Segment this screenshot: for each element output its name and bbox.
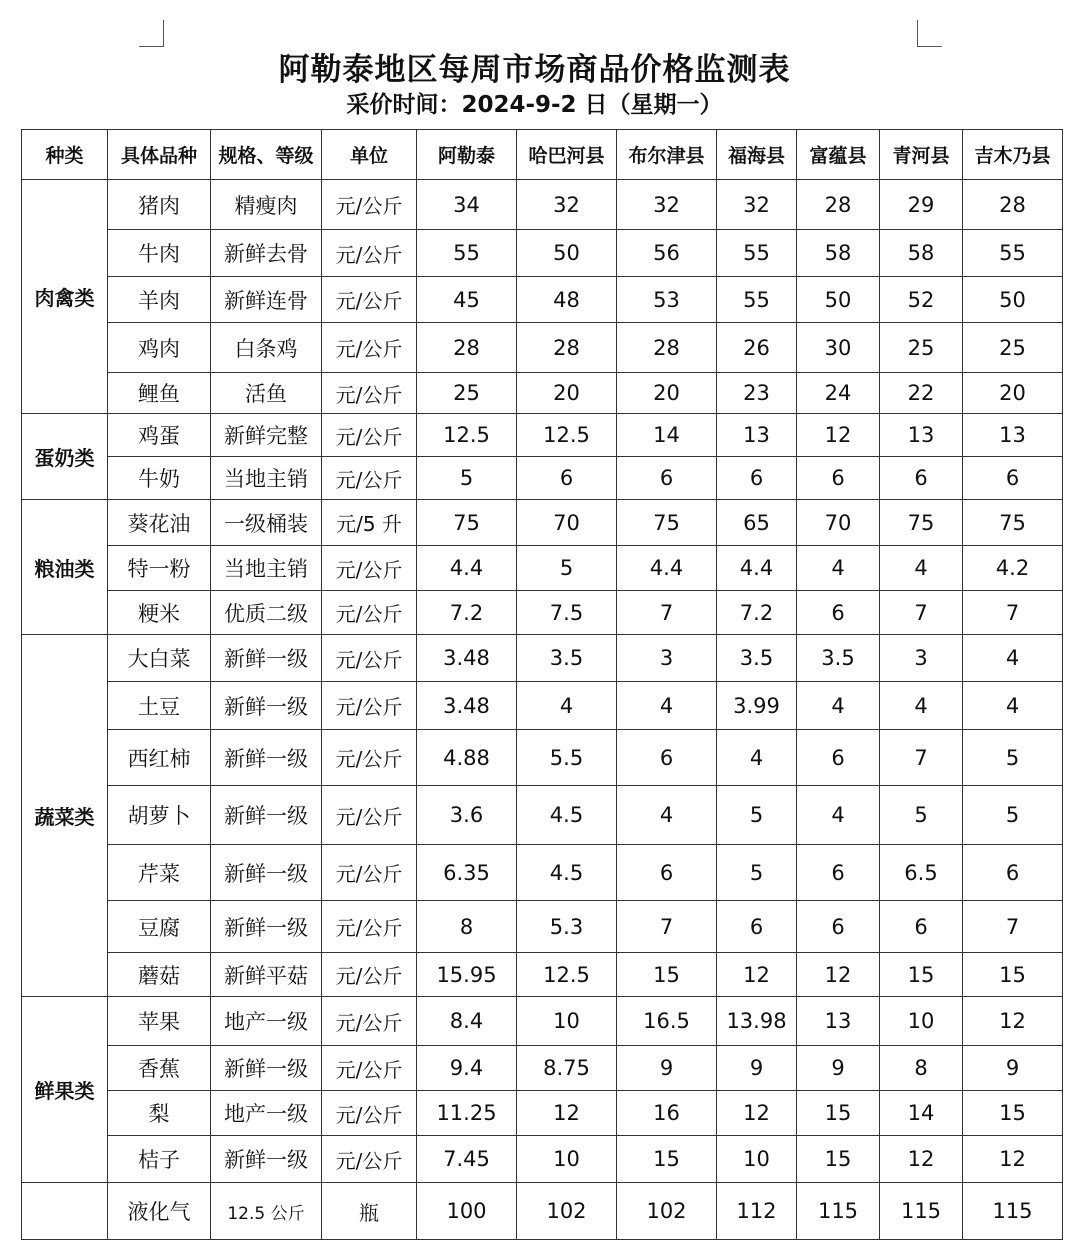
- table-row: [22, 953, 1063, 997]
- price-cell: 5: [717, 786, 797, 845]
- table-row: [22, 786, 1063, 845]
- price-cell: 5: [517, 546, 617, 591]
- price-cell: 9: [963, 1046, 1063, 1091]
- price-cell: 55: [417, 230, 517, 277]
- price-cell: 6.5: [880, 845, 963, 901]
- price-cell: 29: [880, 180, 963, 230]
- price-cell: 26: [717, 323, 797, 373]
- price-cell: 9.4: [417, 1046, 517, 1091]
- unit-cell: 元/公斤: [322, 1046, 417, 1091]
- price-cell: 6: [717, 457, 797, 500]
- spec-cell: 新鲜去骨: [211, 230, 322, 277]
- header-region-2: 哈巴河县: [517, 130, 617, 180]
- price-cell: 28: [417, 323, 517, 373]
- price-cell: 28: [963, 180, 1063, 230]
- unit-cell: 元/公斤: [322, 414, 417, 457]
- spec-cell: 新鲜一级: [211, 730, 322, 786]
- price-cell: 9: [717, 1046, 797, 1091]
- price-cell: 3.5: [717, 635, 797, 682]
- price-cell: 12: [797, 414, 880, 457]
- price-cell: 25: [963, 323, 1063, 373]
- price-cell: 15: [797, 1091, 880, 1136]
- price-cell: 3: [617, 635, 717, 682]
- price-cell: 50: [963, 277, 1063, 323]
- category-cell: 肉禽类: [22, 180, 108, 414]
- price-cell: 112: [717, 1183, 797, 1240]
- price-cell: 3.48: [417, 635, 517, 682]
- category-cell: 鲜果类: [22, 997, 108, 1183]
- price-cell: 4: [880, 682, 963, 730]
- item-cell: 特一粉: [108, 546, 211, 591]
- price-cell: 12: [880, 1136, 963, 1183]
- unit-cell: 元/公斤: [322, 373, 417, 414]
- unit-cell: 元/公斤: [322, 953, 417, 997]
- price-cell: 13: [797, 997, 880, 1046]
- spec-cell: 新鲜一级: [211, 901, 322, 953]
- unit-cell: 元/公斤: [322, 1136, 417, 1183]
- price-cell: 6: [797, 845, 880, 901]
- item-cell: 豆腐: [108, 901, 211, 953]
- price-cell: 4: [963, 682, 1063, 730]
- table-row: [22, 997, 1063, 1046]
- header-unit: 单位: [322, 130, 417, 180]
- price-cell: 5: [417, 457, 517, 500]
- item-cell: 桔子: [108, 1136, 211, 1183]
- price-cell: 55: [963, 230, 1063, 277]
- price-cell: 14: [880, 1091, 963, 1136]
- price-cell: 5: [963, 786, 1063, 845]
- header-category: 种类: [22, 130, 108, 180]
- table-row: [22, 1091, 1063, 1136]
- price-cell: 48: [517, 277, 617, 323]
- price-cell: 4.5: [517, 786, 617, 845]
- spec-cell: 当地主销: [211, 546, 322, 591]
- price-cell: 28: [617, 323, 717, 373]
- price-cell: 6: [617, 457, 717, 500]
- category-cell: 蔬菜类: [22, 635, 108, 997]
- header-region-7: 吉木乃县: [963, 130, 1063, 180]
- header-item: 具体品种: [108, 130, 211, 180]
- price-cell: 6: [617, 845, 717, 901]
- item-cell: 鸡蛋: [108, 414, 211, 457]
- price-cell: 50: [517, 230, 617, 277]
- unit-cell: 元/公斤: [322, 730, 417, 786]
- item-cell: 鸡肉: [108, 323, 211, 373]
- price-cell: 16.5: [617, 997, 717, 1046]
- price-cell: 12: [517, 1091, 617, 1136]
- price-cell: 7.5: [517, 591, 617, 635]
- price-cell: 75: [880, 500, 963, 546]
- price-cell: 70: [517, 500, 617, 546]
- price-cell: 15: [797, 1136, 880, 1183]
- price-cell: 7.2: [717, 591, 797, 635]
- price-cell: 15: [617, 953, 717, 997]
- price-cell: 4: [797, 682, 880, 730]
- item-cell: 胡萝卜: [108, 786, 211, 845]
- price-cell: 115: [880, 1183, 963, 1240]
- item-cell: 西红柿: [108, 730, 211, 786]
- price-cell: 9: [617, 1046, 717, 1091]
- price-cell: 10: [880, 997, 963, 1046]
- unit-cell: 元/公斤: [322, 591, 417, 635]
- spec-cell: 优质二级: [211, 591, 322, 635]
- unit-cell: 元/公斤: [322, 786, 417, 845]
- price-cell: 12: [963, 1136, 1063, 1183]
- header-region-5: 富蕴县: [797, 130, 880, 180]
- crop-mark-left: [139, 20, 164, 47]
- unit-cell: 元/公斤: [322, 230, 417, 277]
- price-cell: 5: [963, 730, 1063, 786]
- price-cell: 12.5: [517, 953, 617, 997]
- item-cell: 液化气: [108, 1183, 211, 1240]
- table-row: [22, 1136, 1063, 1183]
- price-cell: 7: [880, 591, 963, 635]
- price-cell: 7: [963, 591, 1063, 635]
- item-cell: 牛奶: [108, 457, 211, 500]
- item-cell: 芹菜: [108, 845, 211, 901]
- price-cell: 16: [617, 1091, 717, 1136]
- unit-cell: 元/公斤: [322, 901, 417, 953]
- price-cell: 6: [963, 457, 1063, 500]
- price-cell: 4.2: [963, 546, 1063, 591]
- price-table: [21, 129, 1063, 1240]
- price-cell: 23: [717, 373, 797, 414]
- price-cell: 30: [797, 323, 880, 373]
- spec-cell: 新鲜一级: [211, 635, 322, 682]
- price-cell: 55: [717, 277, 797, 323]
- price-cell: 6: [617, 730, 717, 786]
- price-cell: 3: [880, 635, 963, 682]
- price-cell: 7.45: [417, 1136, 517, 1183]
- spec-cell: 一级桶装: [211, 500, 322, 546]
- spec-cell: 新鲜一级: [211, 1136, 322, 1183]
- crop-mark-right: [917, 20, 942, 47]
- price-cell: 52: [880, 277, 963, 323]
- spec-cell: 新鲜一级: [211, 845, 322, 901]
- price-cell: 3.6: [417, 786, 517, 845]
- price-cell: 28: [797, 180, 880, 230]
- price-cell: 115: [797, 1183, 880, 1240]
- table-row: [22, 1183, 1063, 1240]
- price-cell: 15: [963, 953, 1063, 997]
- price-cell: 13: [880, 414, 963, 457]
- price-cell: 58: [880, 230, 963, 277]
- header-spec: 规格、等级: [211, 130, 322, 180]
- price-cell: 34: [417, 180, 517, 230]
- price-cell: 12.5: [517, 414, 617, 457]
- price-cell: 115: [963, 1183, 1063, 1240]
- spec-cell: 新鲜平菇: [211, 953, 322, 997]
- price-cell: 12: [717, 953, 797, 997]
- spec-cell: 活鱼: [211, 373, 322, 414]
- table-row: [22, 180, 1063, 230]
- spec-cell: 精瘦肉: [211, 180, 322, 230]
- header-region-1: 阿勒泰: [417, 130, 517, 180]
- price-cell: 6: [880, 457, 963, 500]
- price-cell: 22: [880, 373, 963, 414]
- price-cell: 15: [880, 953, 963, 997]
- price-cell: 14: [617, 414, 717, 457]
- table-row: [22, 277, 1063, 323]
- price-cell: 12: [797, 953, 880, 997]
- header-region-4: 福海县: [717, 130, 797, 180]
- price-cell: 4: [963, 635, 1063, 682]
- item-cell: 猪肉: [108, 180, 211, 230]
- spec-cell: 新鲜连骨: [211, 277, 322, 323]
- table-row: [22, 845, 1063, 901]
- item-cell: 蘑菇: [108, 953, 211, 997]
- price-cell: 4: [517, 682, 617, 730]
- unit-cell: 元/公斤: [322, 1091, 417, 1136]
- spec-cell: 新鲜一级: [211, 1046, 322, 1091]
- price-cell: 13: [963, 414, 1063, 457]
- table-row: [22, 682, 1063, 730]
- price-cell: 9: [797, 1046, 880, 1091]
- price-cell: 4: [617, 682, 717, 730]
- item-cell: 鲤鱼: [108, 373, 211, 414]
- price-cell: 100: [417, 1183, 517, 1240]
- price-cell: 32: [517, 180, 617, 230]
- table-row: [22, 1046, 1063, 1091]
- item-cell: 梨: [108, 1091, 211, 1136]
- item-cell: 大白菜: [108, 635, 211, 682]
- price-cell: 6: [797, 730, 880, 786]
- price-cell: 11.25: [417, 1091, 517, 1136]
- header-region-6: 青河县: [880, 130, 963, 180]
- price-cell: 8: [880, 1046, 963, 1091]
- price-cell: 7: [617, 591, 717, 635]
- price-cell: 75: [963, 500, 1063, 546]
- price-cell: 5.3: [517, 901, 617, 953]
- price-cell: 5: [880, 786, 963, 845]
- price-cell: 3.48: [417, 682, 517, 730]
- category-cell: 粮油类: [22, 500, 108, 635]
- price-cell: 4.88: [417, 730, 517, 786]
- unit-cell: 元/公斤: [322, 546, 417, 591]
- table-row: [22, 414, 1063, 457]
- table-row: [22, 546, 1063, 591]
- price-cell: 13.98: [717, 997, 797, 1046]
- page-title: 阿勒泰地区每周市场商品价格监测表: [278, 52, 791, 88]
- spec-cell: 新鲜完整: [211, 414, 322, 457]
- unit-cell: 元/公斤: [322, 277, 417, 323]
- spec-cell: 地产一级: [211, 997, 322, 1046]
- price-cell: 10: [717, 1136, 797, 1183]
- unit-cell: 元/5 升: [322, 500, 417, 546]
- unit-cell: 元/公斤: [322, 180, 417, 230]
- price-cell: 75: [417, 500, 517, 546]
- price-cell: 10: [517, 997, 617, 1046]
- price-cell: 5.5: [517, 730, 617, 786]
- price-cell: 102: [617, 1183, 717, 1240]
- unit-cell: 元/公斤: [322, 845, 417, 901]
- header-region-3: 布尔津县: [617, 130, 717, 180]
- price-cell: 3.5: [797, 635, 880, 682]
- price-cell: 20: [617, 373, 717, 414]
- unit-cell: 元/公斤: [322, 323, 417, 373]
- price-cell: 12: [963, 997, 1063, 1046]
- price-cell: 6: [963, 845, 1063, 901]
- unit-cell: 元/公斤: [322, 457, 417, 500]
- item-cell: 香蕉: [108, 1046, 211, 1091]
- item-cell: 羊肉: [108, 277, 211, 323]
- spec-cell: 12.5 公斤: [211, 1183, 322, 1240]
- price-cell: 20: [963, 373, 1063, 414]
- item-cell: 牛肉: [108, 230, 211, 277]
- price-cell: 4.4: [417, 546, 517, 591]
- price-cell: 7: [963, 901, 1063, 953]
- price-cell: 6: [717, 901, 797, 953]
- price-cell: 7: [880, 730, 963, 786]
- table-row: [22, 591, 1063, 635]
- price-cell: 8: [417, 901, 517, 953]
- price-cell: 6: [797, 591, 880, 635]
- price-cell: 7.2: [417, 591, 517, 635]
- price-cell: 55: [717, 230, 797, 277]
- price-cell: 24: [797, 373, 880, 414]
- table-row: [22, 323, 1063, 373]
- price-cell: 4: [717, 730, 797, 786]
- spec-cell: 当地主销: [211, 457, 322, 500]
- price-cell: 6: [517, 457, 617, 500]
- spec-cell: 新鲜一级: [211, 682, 322, 730]
- category-cell: 蛋奶类: [22, 414, 108, 500]
- price-cell: 12: [717, 1091, 797, 1136]
- price-cell: 25: [880, 323, 963, 373]
- item-cell: 粳米: [108, 591, 211, 635]
- price-cell: 4.4: [617, 546, 717, 591]
- price-cell: 6: [797, 901, 880, 953]
- table-row: [22, 901, 1063, 953]
- unit-cell: 元/公斤: [322, 635, 417, 682]
- price-cell: 53: [617, 277, 717, 323]
- price-cell: 4: [617, 786, 717, 845]
- price-cell: 6: [880, 901, 963, 953]
- price-cell: 12.5: [417, 414, 517, 457]
- table-row: [22, 230, 1063, 277]
- category-cell: [22, 1183, 108, 1240]
- price-cell: 58: [797, 230, 880, 277]
- price-cell: 65: [717, 500, 797, 546]
- table-row: [22, 500, 1063, 546]
- price-cell: 13: [717, 414, 797, 457]
- price-cell: 8.75: [517, 1046, 617, 1091]
- table-row: [22, 457, 1063, 500]
- spec-cell: 新鲜一级: [211, 786, 322, 845]
- price-cell: 56: [617, 230, 717, 277]
- price-cell: 6: [797, 457, 880, 500]
- price-cell: 3.5: [517, 635, 617, 682]
- unit-cell: 元/公斤: [322, 997, 417, 1046]
- price-cell: 102: [517, 1183, 617, 1240]
- price-cell: 4.5: [517, 845, 617, 901]
- price-cell: 25: [417, 373, 517, 414]
- table-row: [22, 730, 1063, 786]
- price-cell: 4: [797, 546, 880, 591]
- price-cell: 7: [617, 901, 717, 953]
- table-row: [22, 373, 1063, 414]
- price-cell: 32: [617, 180, 717, 230]
- price-cell: 4: [880, 546, 963, 591]
- survey-date: 采价时间：2024-9-2 日（星期一）: [346, 92, 723, 118]
- price-cell: 75: [617, 500, 717, 546]
- price-cell: 3.99: [717, 682, 797, 730]
- price-cell: 50: [797, 277, 880, 323]
- spec-cell: 地产一级: [211, 1091, 322, 1136]
- item-cell: 土豆: [108, 682, 211, 730]
- item-cell: 苹果: [108, 997, 211, 1046]
- price-cell: 32: [717, 180, 797, 230]
- price-cell: 15: [617, 1136, 717, 1183]
- spec-cell: 白条鸡: [211, 323, 322, 373]
- table-row: [22, 635, 1063, 682]
- price-cell: 20: [517, 373, 617, 414]
- price-cell: 70: [797, 500, 880, 546]
- price-cell: 4.4: [717, 546, 797, 591]
- price-cell: 8.4: [417, 997, 517, 1046]
- item-cell: 葵花油: [108, 500, 211, 546]
- price-cell: 4: [797, 786, 880, 845]
- price-cell: 15.95: [417, 953, 517, 997]
- price-cell: 6.35: [417, 845, 517, 901]
- unit-cell: 元/公斤: [322, 682, 417, 730]
- unit-cell: 瓶: [322, 1183, 417, 1240]
- price-cell: 15: [963, 1091, 1063, 1136]
- price-cell: 10: [517, 1136, 617, 1183]
- price-cell: 5: [717, 845, 797, 901]
- price-cell: 28: [517, 323, 617, 373]
- table-header-row: [22, 130, 1063, 180]
- price-cell: 45: [417, 277, 517, 323]
